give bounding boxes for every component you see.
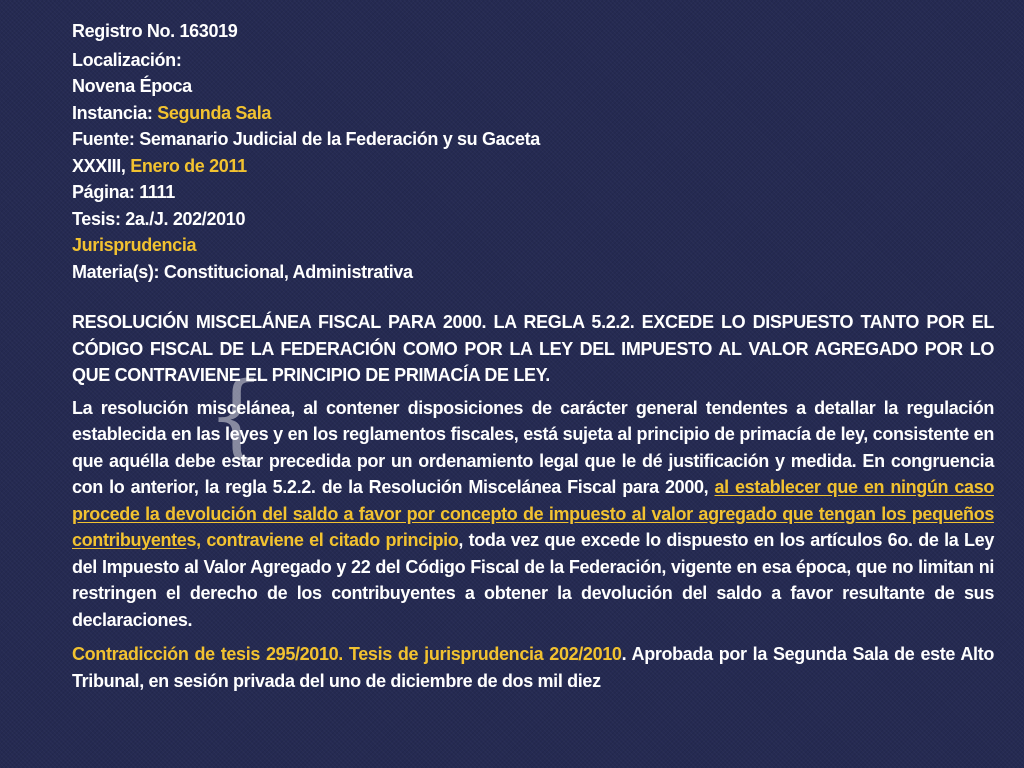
instancia bbox=[72, 100, 994, 127]
body-highlight-tail: s, contraviene el citado principio bbox=[186, 530, 459, 550]
epoca: Novena Época bbox=[72, 76, 192, 96]
footer-highlight: Contradicción de tesis 295/2010. Tesis de jurisprudencia 202/2010 bbox=[72, 644, 622, 664]
decorative-brace-icon: { bbox=[207, 362, 266, 469]
body-text-part1: La resolución miscelánea, al contener disposiciones de carácter general tendentes a detallar la regulación establecida en las leyes y en los reglamentos fiscales, está sujeta al principio de primacía de ley, consistente en que aquélla debe estar precedida por un ordenamiento legal que le dé justificación y medida. En congruencia con lo anterior, la regla 5.2.2. de la Resolución Miscelánea Fiscal para 2000, bbox=[72, 397, 994, 497]
tesis-footer bbox=[72, 641, 994, 694]
footer-text: . Aprobada por la Segunda Sala de este Alto Tribunal, en sesión privada del uno de diciembre de dos mil diez bbox=[72, 644, 994, 691]
localizacion-label: Localización: bbox=[72, 49, 182, 70]
fecha: Enero de 2011 bbox=[130, 155, 247, 176]
body-text-part2: , toda vez que excede lo dispuesto en los artículos 6o. de la Ley del Impuesto al Valor Agregado y 22 del Código Fiscal de la Federación, vigente en esa época, que no limitan ni restringen el derecho de los contribuyentes a obtener la devolución del saldo a favor resultante de sus declaraciones. bbox=[72, 530, 994, 630]
fuente: Fuente: Semanario Judicial de la Federación y su Gaceta bbox=[72, 129, 540, 149]
body-highlight-underlined: al establecer que en ningún caso procede la devolución del saldo a favor por concepto de impuesto al valor agregado que tengan los pequeños contribuyente bbox=[72, 477, 995, 550]
tesis-title: RESOLUCIÓN MISCELÁNEA FISCAL PARA 2000. LA REGLA 5.2.2. EXCEDE LO DISPUESTO TANTO POR EL CÓDIGO FISCAL DE LA FEDERACIÓN COMO POR LA LEY DEL IMPUESTO AL VALOR AGREGADO POR LO QUE CONTRAVIENE EL PRINCIPIO DE PRIMACÍA DE LEY. bbox=[72, 312, 994, 385]
tesis-number: Tesis: 2a./J. 202/2010 bbox=[72, 208, 246, 229]
tipo-jurisprudencia: Jurisprudencia bbox=[72, 235, 197, 255]
tomo-fecha bbox=[72, 153, 994, 180]
tomo: XXXIII, bbox=[72, 155, 131, 176]
instancia-value: Segunda Sala bbox=[157, 102, 272, 123]
materia: Materia(s): Constitucional, Administrativa bbox=[72, 261, 413, 282]
pagina: Página: 1111 bbox=[72, 182, 175, 202]
instancia-label: Instancia: bbox=[72, 102, 158, 123]
registro-number: Registro No. 163019 bbox=[72, 21, 238, 41]
slide-content bbox=[72, 18, 994, 694]
